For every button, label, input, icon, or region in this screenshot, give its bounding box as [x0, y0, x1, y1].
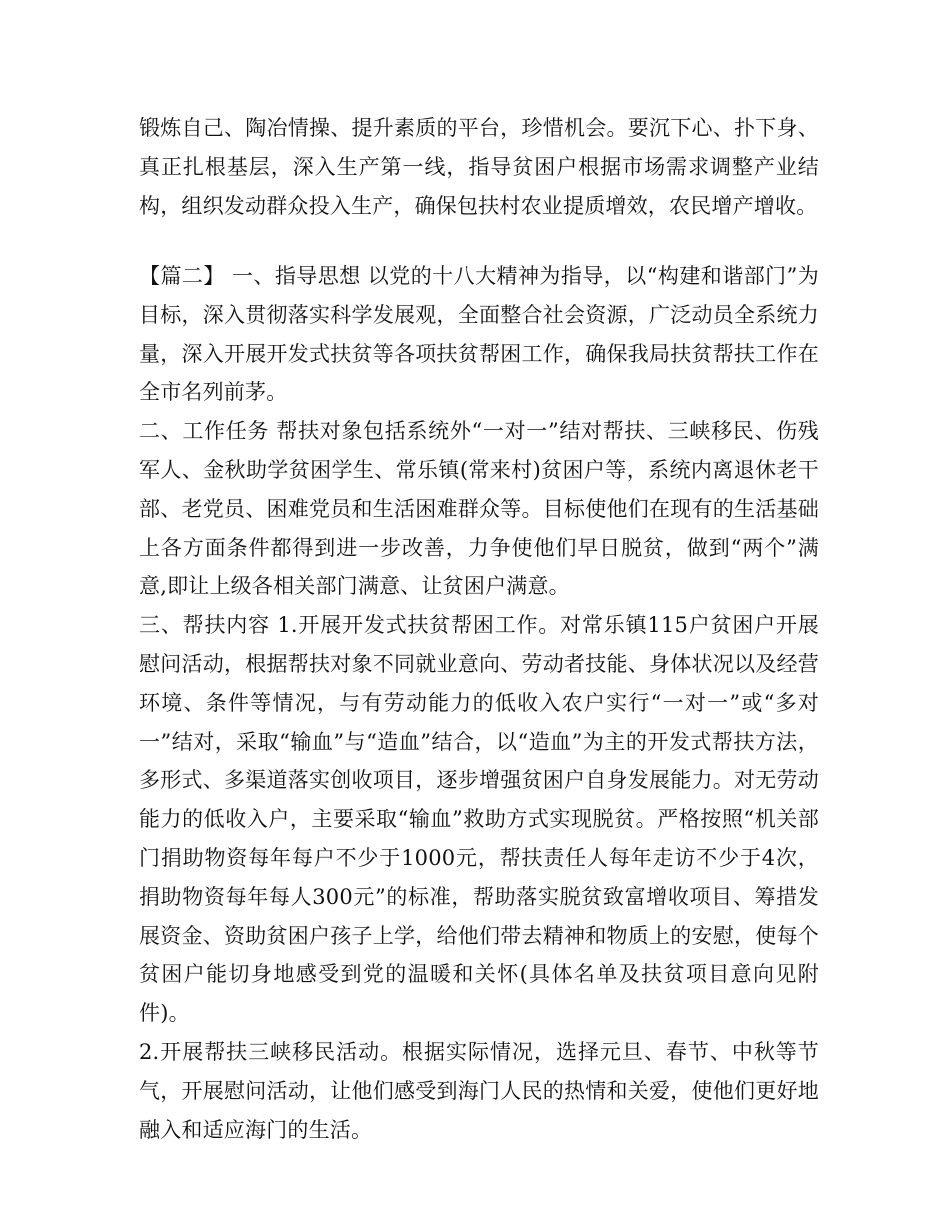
section-two-paragraph-assistance-content: 三、帮扶内容 1.开展开发式扶贫帮困工作。对常乐镇115户贫困户开展慰问活动，根据帮扶对象不同就业意向、劳动者技能、身体状况以及经营环境、条件等情况，与有劳动能力的低收入农户实行“一对一”或“多对一”结对，采取“输血”与“造血”结合，以“造血”为主的开发式帮扶方法，多形式、多渠道落实创收项目，逐步增强贫困户自身发展能力。对无劳动能力的低收入户，主要采取“输血”救助方式实现脱贫。严格按照“机关部门捐助物资每年每户不少于1000元，帮扶责任人每年走访不少于4次，捐助物资每年每人300元”的标准，帮助落实脱贫致富增收项目、筹措发展资金、资助贫困户孩子上学，给他们带去精神和物质上的安慰，使每个贫困户能切身地感受到党的温暖和关怀(具体名单及扶贫项目意向见附件)。: [139, 613, 819, 1026]
section-two-paragraph-three-gorges-migrants: 2.开展帮扶三峡移民活动。根据实际情况，选择元旦、春节、中秋等节气，开展慰问活动，让他们感受到海门人民的热情和关爱，使他们更好地融入和适应海门的生活。: [139, 1039, 819, 1142]
section-two: [139, 257, 819, 1149]
section-two-paragraph-guiding-ideology: 【篇二】 一、指导思想 以党的十八大精神为指导，以“构建和谐部门”为目标，深入贯彻落实科学发展观，全面整合社会资源，广泛动员全系统力量，深入开展开发式扶贫等各项扶贫帮困工作，确保我局扶贫帮扶工作在全市名列前茅。: [139, 264, 819, 405]
intro-paragraph: 锻炼自己、陶冶情操、提升素质的平台，珍惜机会。要沉下心、扑下身、真正扎根基层，深入生产第一线，指导贫困户根据市场需求调整产业结构，组织发动群众投入生产，确保包扶村农业提质增效，农民增产增收。: [139, 116, 819, 218]
section-two-paragraph-work-tasks: 二、工作任务 帮扶对象包括系统外“一对一”结对帮扶、三峡移民、伤残军人、金秋助学贫困学生、常乐镇(常来村)贫困户等，系统内离退休老干部、老党员、困难党员和生活困难群众等。目标使他们在现有的生活基础上各方面条件都得到进一步改善，力争使他们早日脱贫，做到“两个”满意,即让上级各相关部门满意、让贫困户满意。: [139, 419, 819, 599]
intro-section: [139, 109, 819, 225]
